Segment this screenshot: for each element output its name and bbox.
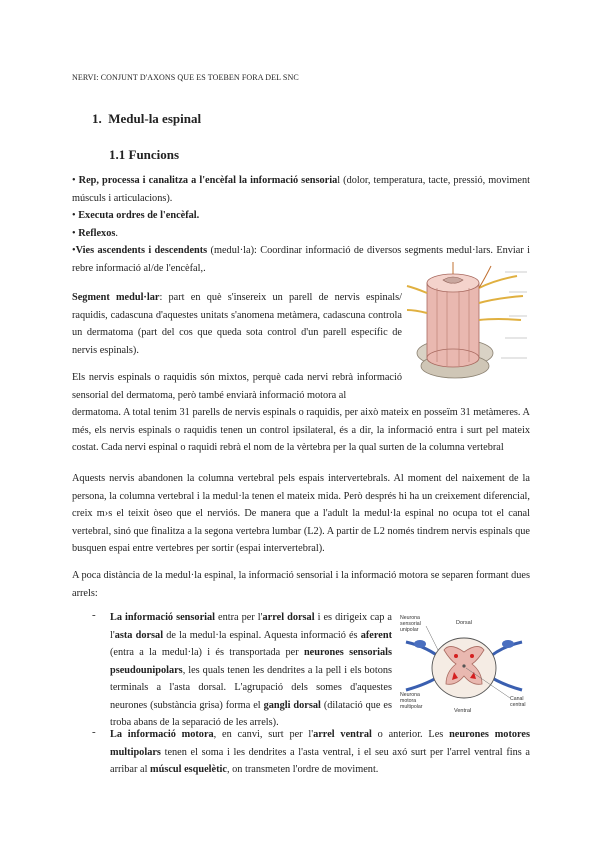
label-central-canal: Canal: [510, 696, 524, 702]
list-dash: -: [92, 609, 96, 621]
cross-section-figure: [398, 612, 530, 717]
nerves-paragraph-1: Els nervis espinals o raquidis són mixtos, perquè cada nervi rebrà informació sensorial del dermatoma, però també enviarà informació motora al: [72, 372, 402, 401]
motor-info-item: La informació motora, en canvi, surt per l'arrel ventral o anterior. Les neurones motores multipolars tenen el soma i les dendrites a l'asta ventral, i el seu axó surt per l'arrel ventral fins a arribar al múscul esquelètic, on transmeten l'ordre de moviment.: [110, 729, 530, 775]
section-number: 1.: [92, 111, 102, 126]
svg-text:motora: motora: [400, 698, 417, 704]
section-title: Medul-la espinal: [108, 111, 202, 126]
column-paragraph: Aquests nervis abandonen la columna vertebral pels espais intervertebrals. Al moment del naixement de la persona, la columna vertebral i la medul·la tenen el mateix mida. Però després hi ha un creixement diferencial, creix m›s el teixit òseo que el nerviós. De manera que a l'adult la medul·la espinal no ocupa tot el canal vertebral, sinó que finalitza a la segona vertebra lumbar (L2). A partir de L2 només tindrem nervis espinals que busquen espai entre vertebres per sortir (espai intervertebral).: [72, 473, 530, 554]
svg-text:multipolar: multipolar: [400, 704, 423, 710]
function-item: • Executa ordres de l'encèfal.: [72, 210, 200, 221]
label-motor-neuron: Neurona: [400, 692, 420, 698]
segment-paragraph: Segment medul·lar: part en què s'insereix un parell de nervis espinals/ raquidis, cadascuna d'aquestes unitats s'anomena metàmera, cadascuna controla un dermatoma (part del cos que queda sota control d'un parell específic de nervis espinals).: [72, 292, 402, 356]
svg-text:sensorial: sensorial: [400, 621, 421, 627]
nerves-paragraph-2: dermatoma. A total tenim 31 parells de nervis espinals o raquidis, per això mateix en posseïm 31 metàmeres. A més, els nervis espinals o raquidis tenen un control ipsilateral, és a dir, la informació entra i surt pel mateix costat. Cada nervi espinal o raquidi rebrà el nom de la vèrtebra per la qual surten de la columna vertebral: [72, 407, 530, 453]
function-item: • Rep, processa i canalitza a l'encèfal la informació sensorial (dolor, temperatura, tacte, pressió, moviment músculs i articulacions).: [72, 175, 530, 204]
function-item: • Reflexos.: [72, 227, 118, 239]
label-sensory-neuron: Neurona: [400, 615, 420, 621]
roots-intro-paragraph: A poca distància de la medul·la espinal, la informació sensorial i la informació motora se separen formant dues arrels:: [72, 570, 530, 599]
svg-text:central: central: [510, 702, 526, 708]
spinal-segment-figure: [405, 258, 530, 386]
subsection-heading: 1.1 Funcions: [109, 147, 180, 162]
running-header: NERVI: CONJUNT D'AXONS QUE ES TOEBEN FORA DEL SNC: [72, 73, 299, 82]
list-dash: -: [92, 726, 96, 738]
segment-term: Segment medul·lar: [72, 292, 160, 303]
label-dorsal: Dorsal: [456, 620, 472, 626]
function-item: •Vies ascendents i descendents (medul·la): Coordinar informació de diversos segments medul·lars. Enviar i rebre informació al/de l'encèfal,.: [72, 245, 530, 274]
section-heading: [92, 111, 201, 127]
sensory-info-item: La informació sensorial entra per l'arrel dorsal i es dirigeix cap a l'asta dorsal de la medul·la espinal. Aquesta informació és aferent (entra a la medul·la) i és transportada per neurones sensorials pseudounipolars, les quals tenen les dendrites a la pell i els botons terminals a l'asta dorsal. L'agrupació dels somes d'aquestes neurones (substància grisa) forma el gangli dorsal (dilatació que es troba abans de la separació de les arrels).: [110, 612, 393, 728]
svg-text:unipolar: unipolar: [400, 627, 419, 633]
label-ventral: Ventral: [454, 708, 472, 714]
